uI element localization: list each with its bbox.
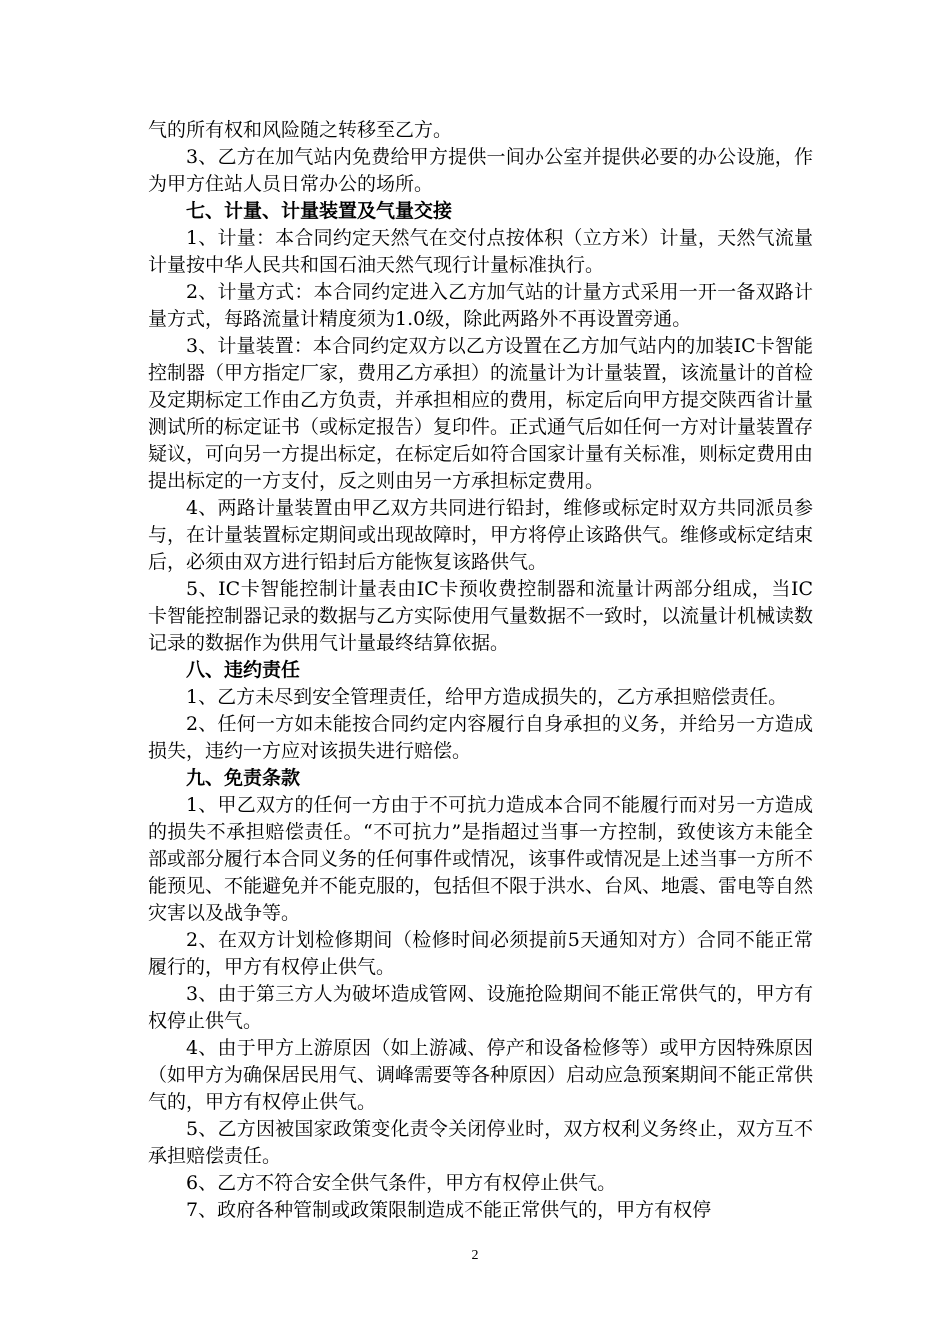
paragraph: 1、计量：本合同约定天然气在交付点按体积（立方米）计量，天然气流量计量按中华人民共和国石油天然气现行计量标准执行。 (148, 227, 813, 276)
paragraph: 3、计量装置：本合同约定双方以乙方设置在乙方加气站内的加装IC卡智能控制器（甲方指定厂家，费用乙方承担）的流量计为计量装置，该流量计的首检及定期标定工作由乙方负责，并承担相应的费用，标定后向甲方提交陕西省计量测试所的标定证书（或标定报告）复印件。正式通气后如任何一方对计量装置存疑议，可向另一方提出标定，在标定后如符合国家计量有关标准，则标定费用由提出标定的一方支付，反之则由另一方承担标定费用。 (148, 335, 814, 492)
paragraph: 6、乙方不符合安全供气条件，甲方有权停止供气。 (186, 1172, 617, 1194)
paragraph: 7、政府各种管制或政策限制造成不能正常供气的，甲方有权停 (186, 1199, 712, 1221)
section-heading: 八、违约责任 (186, 659, 301, 681)
paragraph: 1、乙方未尽到安全管理责任，给甲方造成损失的，乙方承担赔偿责任。 (186, 686, 788, 708)
paragraph: 气的所有权和风险随之转移至乙方。 (148, 119, 453, 141)
section-heading: 七、计量、计量装置及气量交接 (186, 200, 453, 222)
paragraph: 2、在双方计划检修期间（检修时间必须提前5天通知对方）合同不能正常履行的，甲方有权停止供气。 (148, 929, 813, 978)
paragraph: 5、IC卡智能控制计量表由IC卡预收费控制器和流量计两部分组成，当IC卡智能控制器记录的数据与乙方实际使用气量数据不一致时，以流量计机械读数记录的数据作为供用气计量最终结算依据。 (148, 578, 814, 654)
paragraph: 5、乙方因被国家政策变化责令关闭停业时，双方权利义务终止，双方互不承担赔偿责任。 (148, 1118, 813, 1167)
paragraph: 3、由于第三方人为破坏造成管网、设施抢险期间不能正常供气的，甲方有权停止供气。 (148, 983, 813, 1032)
paragraph: 1、甲乙双方的任何一方由于不可抗力造成本合同不能履行而对另一方造成的损失不承担赔偿责任。“不可抗力”是指超过当事一方控制，致使该方未能全部或部分履行本合同义务的任何事件或情况，该事件或情况是上述当事一方所不能预见、不能避免并不能克服的，包括但不限于洪水、台风、地震、雷电等自然灾害以及战争等。 (148, 794, 814, 924)
paragraph: 2、计量方式：本合同约定进入乙方加气站的计量方式采用一开一备双路计量方式，每路流量计精度须为1.0级，除此两路外不再设置旁通。 (148, 281, 813, 330)
document-body (148, 117, 813, 1224)
paragraph: 4、由于甲方上游原因（如上游减、停产和设备检修等）或甲方因特殊原因（如甲方为确保居民用气、调峰需要等各种原因）启动应急预案期间不能正常供气的，甲方有权停止供气。 (148, 1037, 814, 1113)
page-number: 2 (471, 1248, 479, 1263)
paragraph: 3、乙方在加气站内免费给甲方提供一间办公室并提供必要的办公设施，作为甲方住站人员日常办公的场所。 (148, 146, 813, 195)
paragraph: 2、任何一方如未能按合同约定内容履行自身承担的义务，并给另一方造成损失，违约一方应对该损失进行赔偿。 (148, 713, 813, 762)
paragraph: 4、两路计量装置由甲乙双方共同进行铅封，维修或标定时双方共同派员参与，在计量装置标定期间或出现故障时，甲方将停止该路供气。维修或标定结束后，必须由双方进行铅封后方能恢复该路供气。 (148, 497, 814, 573)
section-heading: 九、免责条款 (186, 767, 301, 789)
